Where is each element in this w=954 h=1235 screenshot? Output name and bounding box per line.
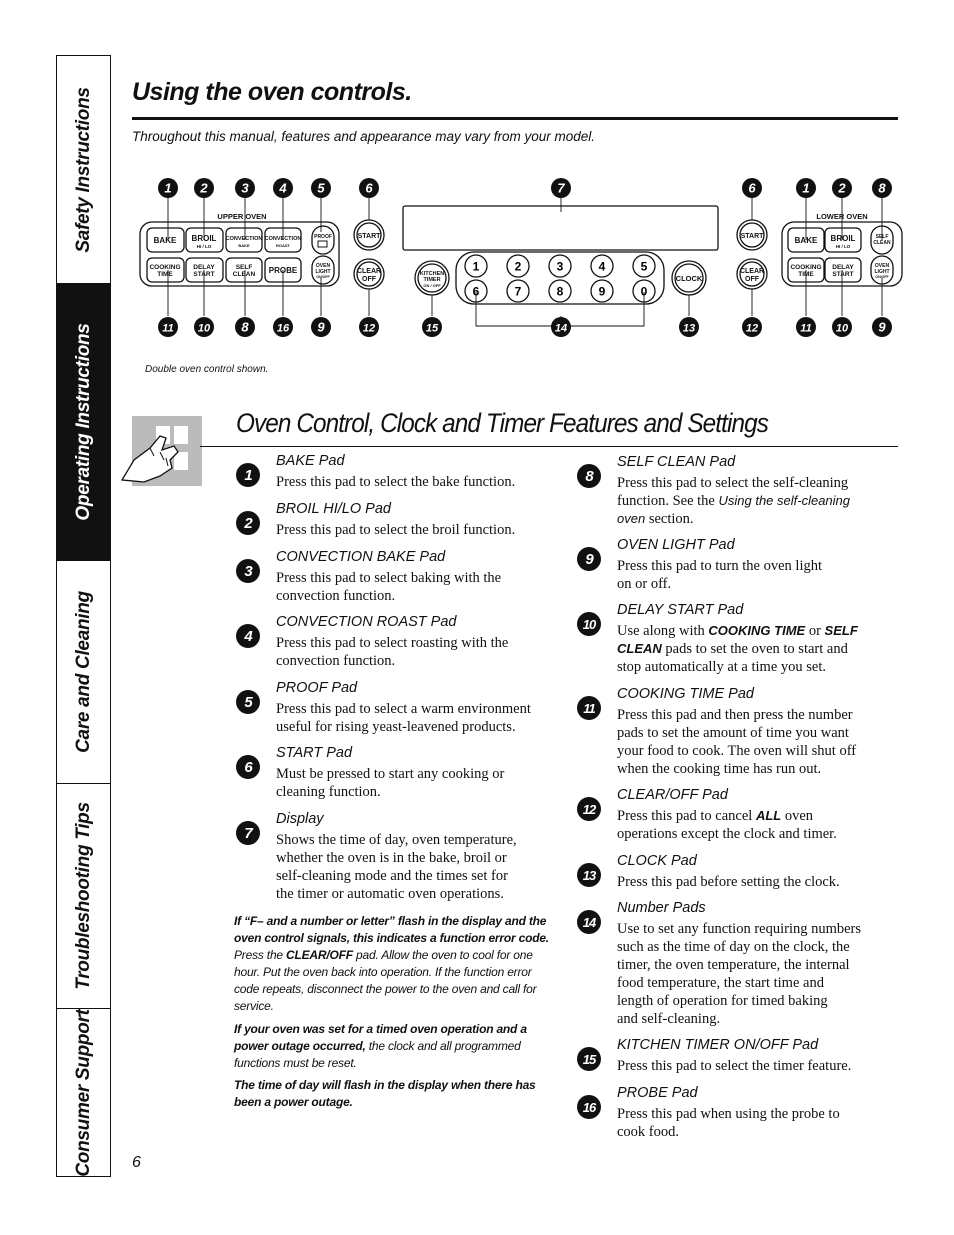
desc-line: such as the time of day on the clock, the — [617, 939, 850, 955]
desc-line: the timer or automatic oven operations. — [276, 886, 504, 902]
feature-number-badge: 4 — [236, 624, 260, 648]
light-onoff-label: ON/OFF — [316, 275, 330, 279]
feature-title: Display — [276, 811, 324, 827]
feature-description — [276, 831, 566, 903]
tab-label: Consumer Support — [72, 1008, 94, 1177]
callout-number: 12 — [362, 322, 376, 335]
note-bold: The time of day will flash in the display when there has been a power outage. — [234, 1078, 536, 1109]
feature-number-badge: 6 — [236, 755, 260, 779]
feature-number-badge: 13 — [577, 863, 601, 887]
desc-line: Press this pad to select roasting with the — [276, 635, 509, 651]
desc-line: Press this pad and then press the number — [617, 707, 853, 723]
page-title: Using the oven controls. — [132, 78, 412, 106]
number-pad-label: 5 — [640, 259, 648, 274]
lower-cooking-label: COOKING — [790, 264, 822, 271]
feature-number-badge: 10 — [577, 612, 601, 636]
tab-safety-instructions[interactable] — [57, 56, 110, 284]
desc-line: convection function. — [276, 653, 396, 669]
page-number: 6 — [132, 1154, 141, 1171]
lower-start-label: START — [740, 233, 764, 240]
desc-line: pads to set the amount of time you want — [617, 725, 849, 741]
delay-label: DELAY — [193, 264, 215, 271]
feature-title: CONVECTION ROAST Pad — [276, 614, 457, 630]
desc-bold: SELF — [824, 623, 858, 638]
desc-line: oven — [784, 808, 814, 824]
callout-number: 13 — [682, 322, 696, 335]
desc-ref: oven — [617, 511, 646, 526]
desc-line: timer, the oven temperature, the internal — [617, 957, 850, 973]
tab-consumer-support[interactable] — [57, 1009, 110, 1176]
desc-line: pads to set the oven to start and — [665, 641, 848, 657]
feature-title: CLEAR/OFF Pad — [617, 787, 728, 803]
feature-description — [276, 569, 566, 605]
light-label: LIGHT — [315, 269, 331, 275]
tab-label: Operating Instructions — [72, 323, 94, 521]
timer-onoff-label: ON / OFF — [423, 283, 441, 288]
delay-start-desc — [617, 622, 907, 676]
feature-title: PROBE Pad — [617, 1085, 698, 1101]
page-subtitle: Throughout this manual, features and appearance may vary from your model. — [132, 129, 595, 144]
lower-self-label: SELF — [875, 234, 889, 240]
desc-line: useful for rising yeast-leavened products. — [276, 719, 516, 735]
desc-line: Press this pad to select the self-cleaning — [617, 475, 849, 491]
title-rule — [132, 117, 898, 120]
callout-number: 8 — [241, 319, 249, 335]
callout-number: 2 — [838, 180, 846, 196]
lower-light-label: LIGHT — [874, 269, 890, 275]
bake-label: BAKE — [153, 236, 177, 245]
feature-title: START Pad — [276, 745, 353, 761]
callout-number: 4 — [279, 180, 287, 196]
feature-title: DELAY START Pad — [617, 602, 744, 618]
feature-description — [617, 873, 907, 891]
number-pad-label: 9 — [598, 284, 606, 299]
error-code-note — [234, 913, 556, 1015]
lower-onoff-label: ON/OFF — [875, 275, 889, 279]
lower-broil-label: BROIL — [830, 234, 856, 243]
lower-oven-label: LOWER OVEN — [816, 212, 868, 221]
feature-number-badge: 12 — [577, 797, 601, 821]
section-title: Oven Control, Clock and Timer Features and Settings — [236, 408, 768, 438]
callout-number: 12 — [745, 322, 759, 335]
feature-title: KITCHEN TIMER ON/OFF Pad — [617, 1037, 819, 1053]
note-bold-clear: CLEAR/OFF — [286, 948, 353, 962]
lower-clean-label: CLEAN — [873, 240, 891, 246]
convection-bake-sub: BAKE — [238, 243, 250, 248]
desc-line: when the cooking time has run out. — [617, 761, 822, 777]
power-outage-note — [234, 1021, 556, 1072]
sidebar — [56, 55, 111, 1177]
callout-number: 3 — [241, 180, 249, 196]
feature-title: SELF CLEAN Pad — [617, 454, 736, 470]
feature-title: Number Pads — [617, 900, 706, 916]
desc-ref: Using the self-cleaning — [718, 493, 851, 508]
desc-line: section. — [648, 511, 694, 527]
hand-pointer-icon — [120, 416, 202, 486]
feature-number-badge: 9 — [577, 547, 601, 571]
desc-line: or — [808, 623, 821, 639]
desc-line: Press this pad to select baking with the — [276, 570, 502, 586]
feature-description — [276, 700, 566, 736]
desc-line: your food to cook. The oven will shut off — [617, 743, 857, 759]
callout-number: 5 — [317, 180, 325, 196]
feature-number-badge: 8 — [577, 464, 601, 488]
note-text: Press the — [234, 948, 283, 962]
callout-number: 1 — [164, 180, 172, 196]
feature-description — [617, 1105, 907, 1141]
callout-number: 6 — [748, 180, 756, 196]
tab-label: Troubleshooting Tips — [72, 802, 94, 990]
note-text: the clock and all programmed functions must be reset. — [234, 1039, 521, 1070]
self-label: SELF — [235, 264, 253, 271]
tab-troubleshooting-tips[interactable] — [57, 784, 110, 1009]
number-pad-label: 8 — [556, 284, 564, 299]
callout-number: 8 — [878, 180, 886, 196]
kitchen-label: KITCHEN — [419, 271, 445, 277]
number-pad-label: 6 — [472, 284, 480, 299]
callout-number: 11 — [800, 322, 812, 335]
desc-line: function. See the — [617, 493, 715, 509]
lower-delay-label: DELAY — [832, 264, 854, 271]
tab-operating-instructions[interactable] — [57, 284, 110, 561]
number-pad-label: 0 — [640, 284, 648, 299]
feature-title: OVEN LIGHT Pad — [617, 537, 735, 553]
desc-line: stop automatically at a time you set. — [617, 659, 826, 675]
upper-oven-label: UPPER OVEN — [217, 212, 267, 221]
number-pad-label: 1 — [472, 259, 480, 274]
clear-off-desc — [617, 807, 907, 843]
lower-bake-label: BAKE — [794, 236, 818, 245]
callout-number: 15 — [425, 322, 439, 335]
feature-description — [617, 1057, 907, 1075]
clean-label: CLEAN — [232, 271, 256, 278]
feature-description — [617, 706, 907, 778]
lower-clear-label: CLEAR — [739, 268, 765, 275]
feature-title: BAKE Pad — [276, 453, 345, 469]
desc-line: Press this pad to select the timer feature. — [617, 1058, 852, 1074]
desc-line: Use along with — [617, 623, 705, 639]
desc-line: Use to set any function requiring numbers — [617, 921, 862, 937]
lower-broil-sub: HI / LO — [835, 244, 851, 249]
callout-number: 7 — [557, 180, 565, 196]
feature-title: BROIL HI/LO Pad — [276, 501, 391, 517]
desc-line: Press this pad to select a warm environment — [276, 701, 531, 717]
convection-label: CONVECTION — [225, 236, 263, 242]
feature-number-badge: 2 — [236, 511, 260, 535]
lower-oven-label: OVEN — [874, 263, 890, 269]
feature-description — [617, 557, 907, 593]
feature-description — [276, 634, 566, 670]
callout-number: 1 — [802, 180, 810, 196]
time-label: TIME — [157, 271, 173, 278]
desc-bold: ALL — [755, 808, 782, 823]
cooking-label: COOKING — [149, 264, 181, 271]
off-label: OFF — [362, 276, 376, 283]
start-word-label: START — [193, 271, 215, 278]
feature-number-badge: 1 — [236, 463, 260, 487]
proof-pad[interactable] — [312, 226, 334, 254]
feature-description — [617, 920, 907, 1028]
feature-title: CONVECTION BAKE Pad — [276, 549, 446, 565]
desc-line: self-cleaning mode and the times set for — [276, 868, 508, 884]
desc-bold: COOKING TIME — [708, 623, 806, 638]
self-clean-desc — [617, 474, 907, 528]
feature-number-badge: 5 — [236, 690, 260, 714]
desc-line: operations except the clock and timer. — [617, 826, 837, 842]
number-pad-label: 4 — [598, 259, 606, 274]
tab-label: Care and Cleaning — [72, 591, 94, 753]
lower-time-label: TIME — [798, 271, 814, 278]
callout-number: 9 — [878, 319, 886, 335]
callout-number: 9 — [317, 319, 325, 335]
desc-bold: CLEAN — [617, 641, 662, 656]
control-panel-diagram — [120, 170, 910, 350]
callout-number: 10 — [835, 322, 849, 335]
feature-title: CLOCK Pad — [617, 853, 697, 869]
broil-label: BROIL — [191, 234, 217, 243]
note-bold: If “F– and a number or letter” flash in the display and the oven control signals, this indicates a function error code. — [234, 914, 549, 945]
desc-line: length of operation for timed baking — [617, 993, 828, 1009]
feature-description — [276, 473, 566, 491]
desc-line: convection function. — [276, 588, 396, 604]
callout-number: 2 — [200, 180, 208, 196]
desc-line: cleaning function. — [276, 784, 381, 800]
time-flash-note — [234, 1077, 556, 1111]
desc-line: Press this pad when using the probe to — [617, 1106, 840, 1122]
feature-number-badge: 16 — [577, 1095, 601, 1119]
desc-line: Press this pad to select the broil function. — [276, 522, 516, 538]
desc-line: Press this pad to turn the oven light — [617, 558, 822, 574]
desc-line: food temperature, the start time and — [617, 975, 824, 991]
section-rule — [200, 446, 898, 447]
clear-label: CLEAR — [356, 268, 382, 275]
lower-start-word: START — [832, 271, 854, 278]
feature-description — [276, 765, 566, 801]
callout-number: 16 — [276, 322, 290, 335]
desc-line: Shows the time of day, oven temperature, — [276, 832, 517, 848]
timer-label: TIMER — [423, 277, 441, 283]
desc-line: whether the oven is in the bake, broil or — [276, 850, 507, 866]
note-text: pad. Allow the oven to cool for one hour. Put the oven back into operation. If the function error code repeats, disconnect the power to the oven and call for service. — [234, 948, 537, 1013]
feature-number-badge: 7 — [236, 821, 260, 845]
number-pad-label: 7 — [514, 284, 522, 299]
desc-line: Press this pad before setting the clock. — [617, 874, 840, 890]
callout-number: 11 — [162, 322, 174, 335]
note-bold: If your oven was set for a timed oven operation and a power outage occurred, — [234, 1022, 527, 1053]
desc-line: Must be pressed to start any cooking or — [276, 766, 505, 782]
desc-line: on or off. — [617, 576, 672, 592]
convection-label-2: CONVECTION — [264, 236, 302, 242]
desc-line: cook food. — [617, 1124, 680, 1140]
convection-roast-sub: ROAST — [276, 243, 290, 248]
feature-number-badge: 14 — [577, 910, 601, 934]
broil-sub-label: HI / LO — [196, 244, 212, 249]
feature-title: PROOF Pad — [276, 680, 358, 696]
clock-label: CLOCK — [675, 274, 703, 283]
number-pad-label: 3 — [556, 259, 564, 274]
feature-number-badge: 3 — [236, 559, 260, 583]
number-pad-label: 2 — [514, 259, 522, 274]
start-label: START — [357, 233, 381, 240]
display-window — [403, 206, 718, 250]
panel-caption: Double oven control shown. — [145, 364, 269, 375]
desc-line: Press this pad to cancel — [617, 808, 753, 824]
callout-number: 6 — [365, 180, 373, 196]
feature-description — [276, 521, 566, 539]
feature-number-badge: 15 — [577, 1047, 601, 1071]
lower-off-label: OFF — [745, 276, 759, 283]
callout-number: 10 — [197, 322, 211, 335]
proof-label: PROOF — [314, 234, 332, 240]
desc-line: Press this pad to select the bake function. — [276, 474, 516, 490]
feature-title: COOKING TIME Pad — [617, 686, 754, 702]
probe-label: PROBE — [268, 266, 298, 275]
oven-label: OVEN — [315, 263, 331, 269]
callout-number: 14 — [554, 322, 568, 335]
desc-line: and self-cleaning. — [617, 1011, 721, 1027]
proof-icon — [318, 241, 327, 247]
feature-number-badge: 11 — [577, 696, 601, 720]
tab-care-and-cleaning[interactable] — [57, 561, 110, 784]
tab-label: Safety Instructions — [72, 86, 94, 253]
